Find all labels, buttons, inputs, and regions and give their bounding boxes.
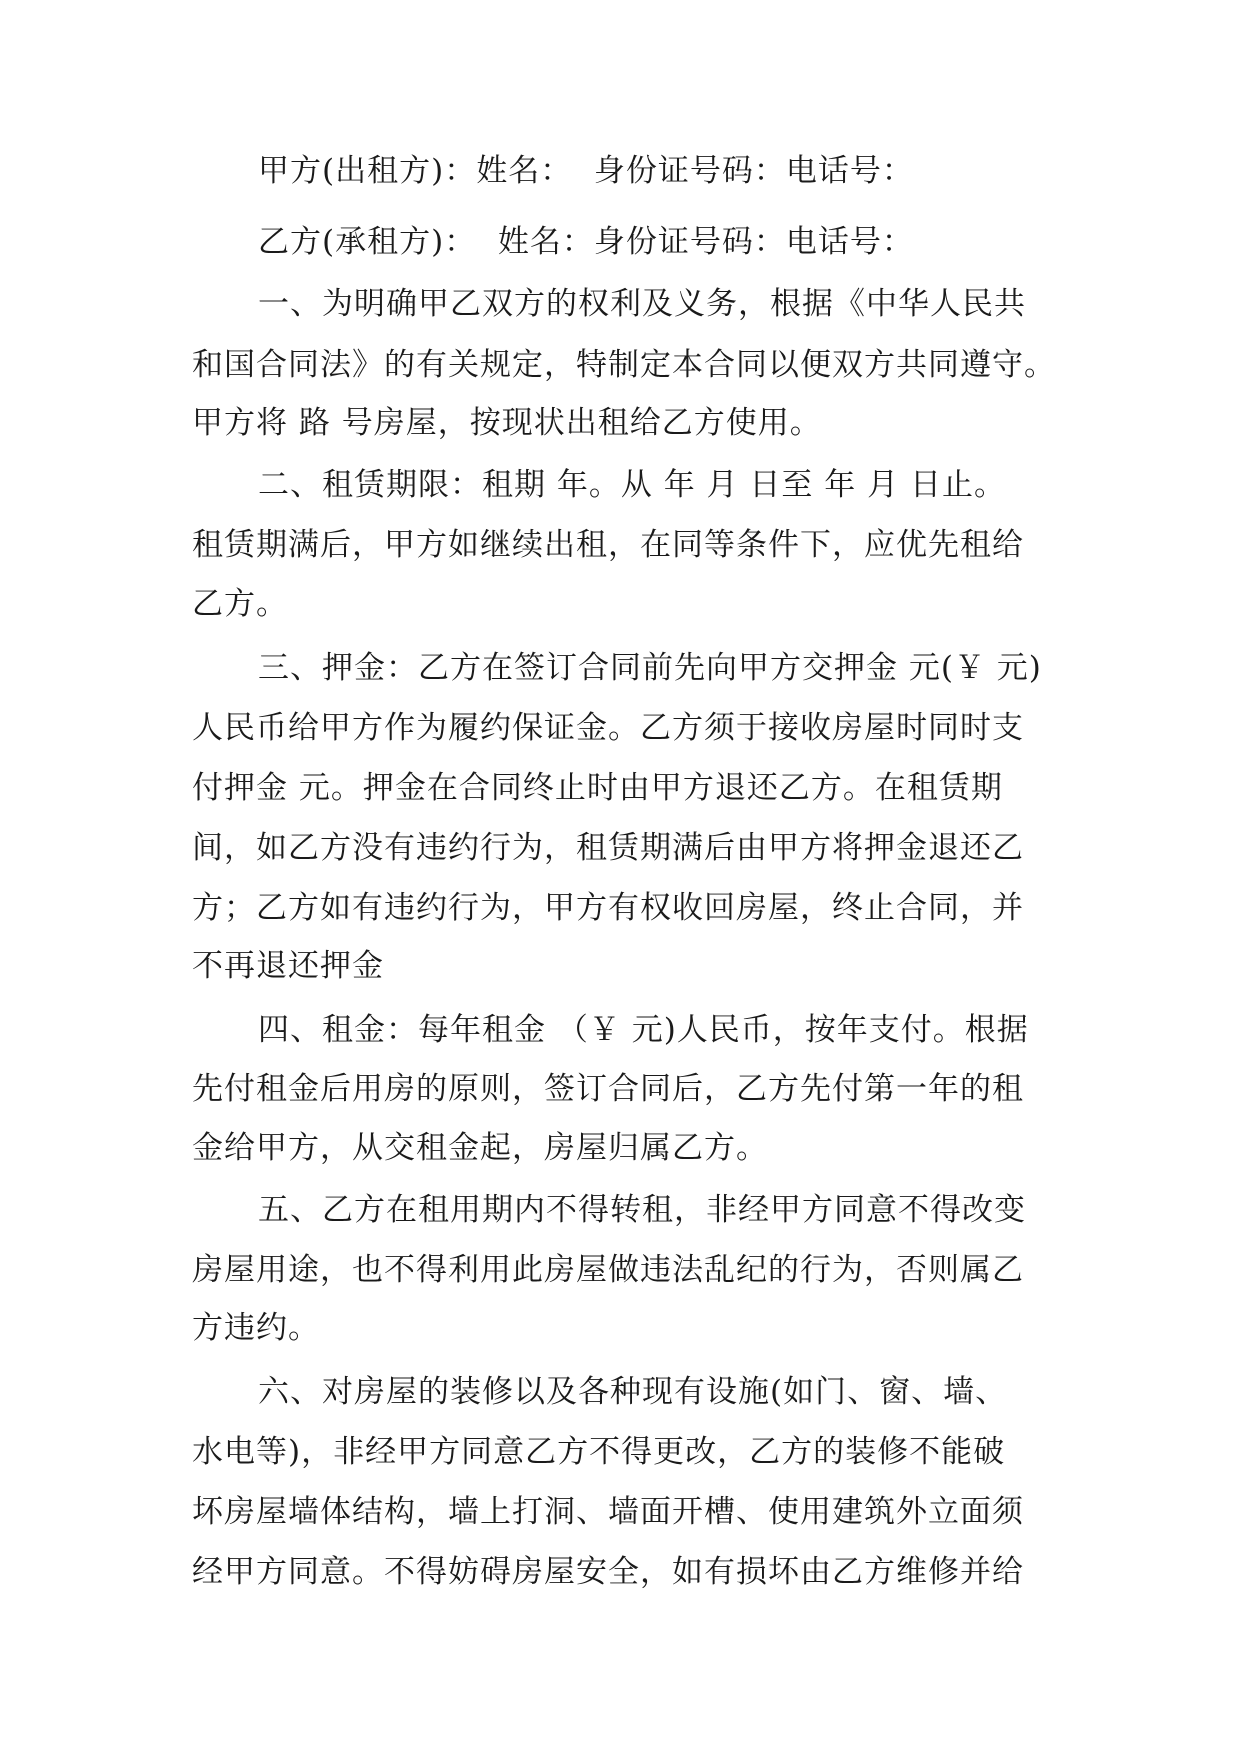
clause-1-line-3: 甲方将 路 号房屋，按现状出租给乙方使用。 xyxy=(192,405,822,441)
clause-2-line-2: 租赁期满后，甲方如继续出租，在同等条件下，应优先租给 xyxy=(192,527,1024,563)
clause-5-line-1: 五、乙方在租用期内不得转租，非经甲方同意不得改变 xyxy=(258,1192,1026,1228)
clause-6-line-3: 坏房屋墙体结构，墙上打洞、墙面开槽、使用建筑外立面须 xyxy=(192,1494,1024,1530)
clause-5-line-3: 方违约。 xyxy=(192,1310,320,1346)
clause-6-line-4: 经甲方同意。不得妨碍房屋安全，如有损坏由乙方维修并给 xyxy=(192,1554,1024,1590)
party-b-line: 乙方(承租方)： 姓名：身份证号码：电话号： xyxy=(258,224,914,260)
clause-4-line-1: 四、租金：每年租金 （￥ 元)人民币，按年支付。根据 xyxy=(258,1012,1029,1048)
clause-2-line-3: 乙方。 xyxy=(192,586,288,622)
clause-3-line-1: 三、押金：乙方在签订合同前先向甲方交押金 元(￥ 元) xyxy=(258,650,1042,686)
clause-3-line-4: 间，如乙方没有违约行为，租赁期满后由甲方将押金退还乙 xyxy=(192,830,1024,866)
clause-6-line-1: 六、对房屋的装修以及各种现有设施(如门、窗、墙、 xyxy=(258,1374,1008,1410)
party-a-line: 甲方(出租方)：姓名： 身份证号码：电话号： xyxy=(258,153,914,189)
clause-3-line-2: 人民币给甲方作为履约保证金。乙方须于接收房屋时同时支 xyxy=(192,710,1024,746)
clause-5-line-2: 房屋用途，也不得利用此房屋做违法乱纪的行为，否则属乙 xyxy=(192,1252,1024,1288)
clause-1-line-2: 和国合同法》的有关规定，特制定本合同以便双方共同遵守。 xyxy=(192,347,1056,383)
clause-3-line-3: 付押金 元。押金在合同终止时由甲方退还乙方。在租赁期 xyxy=(192,770,1003,806)
clause-3-line-6: 不再退还押金 xyxy=(192,948,384,984)
clause-4-line-3: 金给甲方，从交租金起，房屋归属乙方。 xyxy=(192,1130,768,1166)
clause-1-line-1: 一、为明确甲乙双方的权利及义务，根据《中华人民共 xyxy=(258,286,1026,322)
clause-3-line-5: 方；乙方如有违约行为，甲方有权收回房屋，终止合同，并 xyxy=(192,890,1024,926)
clause-4-line-2: 先付租金后用房的原则，签订合同后，乙方先付第一年的租 xyxy=(192,1071,1024,1107)
clause-6-line-2: 水电等)，非经甲方同意乙方不得更改，乙方的装修不能破 xyxy=(192,1434,1006,1470)
clause-2-line-1: 二、租赁期限：租期 年。从 年 月 日至 年 月 日止。 xyxy=(258,467,1006,503)
